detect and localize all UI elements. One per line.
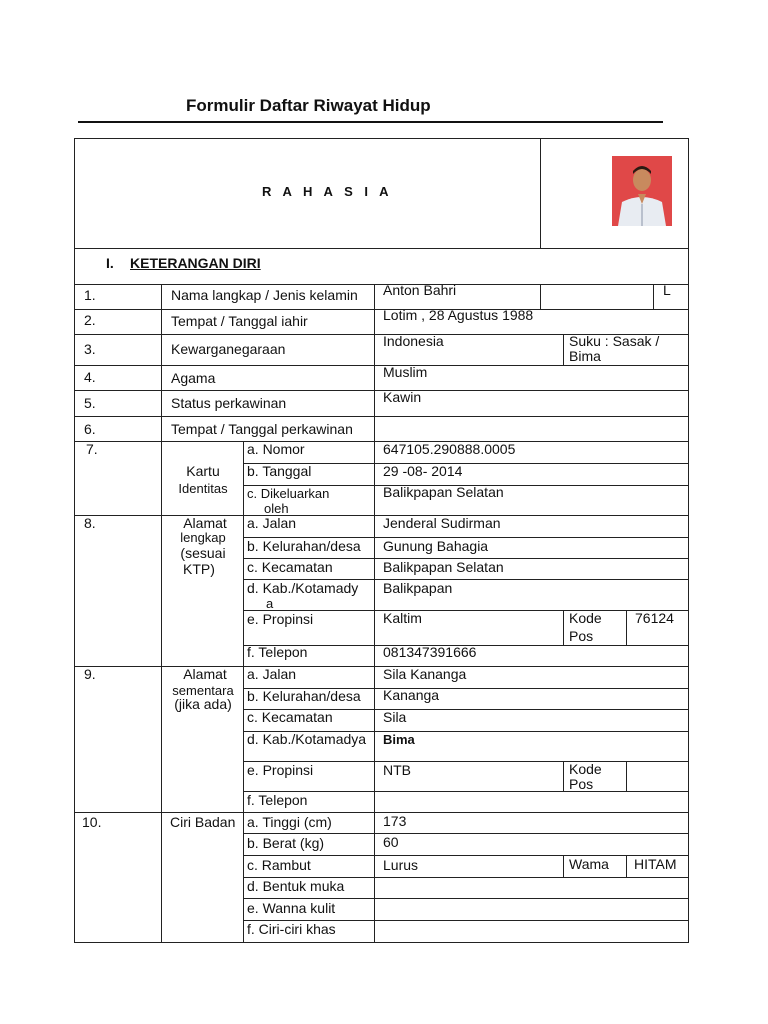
marital-value: Kawin — [383, 389, 422, 405]
hair-color-value: HITAM — [634, 856, 677, 872]
phone-value: 081347391666 — [383, 644, 477, 660]
postal-code-label-2: Pos — [569, 776, 594, 792]
row-number: 2. — [84, 312, 96, 328]
field-label: Kewarganegaraan — [171, 341, 286, 357]
field-label: Tempat / Tanggal iahir — [171, 313, 308, 329]
field-label: a. Jalan — [247, 515, 297, 531]
temp-village-value: Kananga — [383, 687, 440, 703]
temp-district-value: Sila — [383, 709, 407, 725]
gender-value: L — [663, 282, 671, 298]
religion-value: Muslim — [383, 364, 428, 380]
field-label: e. Propinsi — [247, 611, 314, 627]
document-title: Formulir Daftar Riwayat Hidup — [186, 96, 431, 115]
group-label: Alamat — [183, 666, 227, 682]
id-number-value: 647105.290888.0005 — [383, 441, 516, 457]
row-number: 4. — [84, 369, 96, 385]
group-label: (sesuai — [180, 545, 226, 561]
row-number: 3. — [84, 341, 96, 357]
street-value: Jenderal Sudirman — [383, 515, 501, 531]
field-label: c. Kecamatan — [247, 709, 333, 725]
temp-province-value: NTB — [383, 762, 411, 778]
birth-value: Lotim , 28 Agustus 1988 — [383, 307, 534, 323]
row-number: 5. — [84, 395, 96, 411]
field-label: e. Wanna kulit — [247, 900, 336, 916]
ethnicity-value-2: Bima — [569, 348, 601, 364]
group-label: lengkap — [180, 530, 226, 545]
hair-value: Lurus — [383, 857, 419, 873]
weight-value: 60 — [383, 834, 399, 850]
temp-street-value: Sila Kananga — [383, 666, 467, 682]
field-label: a. Jalan — [247, 666, 297, 682]
row-number: 10. — [82, 814, 102, 830]
field-label: b. Tanggal — [247, 463, 312, 479]
row-number: 7. — [86, 441, 98, 457]
section-title: KETERANGAN DIRI — [130, 255, 261, 271]
group-label: Identitas — [178, 481, 228, 496]
postal-code-label-2: Pos — [569, 628, 594, 644]
field-label: b. Kelurahan/desa — [247, 688, 361, 704]
id-date-value: 29 -08- 2014 — [383, 463, 463, 479]
section-number: I. — [106, 255, 114, 271]
row-number: 1. — [84, 287, 96, 303]
field-label: c. Dikeluarkan — [247, 486, 330, 501]
group-label: KTP) — [183, 561, 215, 577]
field-label: b. Berat (kg) — [247, 835, 325, 851]
postal-code-value: 76124 — [635, 610, 674, 626]
province-value: Kaltim — [383, 610, 422, 626]
field-label: d. Bentuk muka — [247, 878, 345, 894]
group-label: sementara — [172, 683, 234, 698]
confidential-label: R A H A S I A — [262, 184, 393, 199]
color-label: Wama — [569, 856, 609, 872]
name-value: Anton Bahri — [383, 282, 457, 298]
field-label: f. Telepon — [247, 644, 308, 660]
field-label: a — [266, 596, 274, 611]
title-underline — [78, 121, 663, 123]
regency-value: Balikpapan — [383, 580, 453, 596]
field-label: Tempat / Tanggal perkawinan — [171, 421, 353, 437]
group-label: Kartu — [186, 463, 220, 479]
district-value: Balikpapan Selatan — [383, 559, 504, 575]
field-label: a. Nomor — [247, 441, 305, 457]
group-label: Alamat — [183, 515, 227, 531]
row-number: 6. — [84, 421, 96, 437]
field-label: d. Kab./Kotamadya — [247, 731, 367, 747]
field-label: a. Tinggi (cm) — [247, 814, 332, 830]
height-value: 173 — [383, 813, 407, 829]
field-label: c. Rambut — [247, 857, 311, 873]
field-label: f. Telepon — [247, 792, 308, 808]
row-number: 8. — [84, 515, 96, 531]
field-label: f. Ciri-ciri khas — [247, 921, 336, 937]
field-label: Nama langkap / Jenis kelamin — [171, 287, 358, 303]
field-label: Agama — [171, 370, 216, 386]
profile-photo — [612, 156, 672, 226]
field-label: Status perkawinan — [171, 395, 287, 411]
field-label: b. Kelurahan/desa — [247, 538, 361, 554]
id-issuer-value: Balikpapan Selatan — [383, 484, 504, 500]
temp-regency-value: Bima — [383, 732, 415, 747]
village-value: Gunung Bahagia — [383, 538, 489, 554]
postal-code-label: Kode — [569, 761, 602, 777]
field-label: oleh — [264, 501, 289, 516]
citizenship-value: Indonesia — [383, 333, 444, 349]
postal-code-label: Kode — [569, 610, 602, 626]
field-label: c. Kecamatan — [247, 559, 333, 575]
row-number: 9. — [84, 666, 96, 682]
ethnicity-value: Suku : Sasak / — [569, 333, 660, 349]
field-label: d. Kab./Kotamady — [247, 580, 359, 596]
group-label: Ciri Badan — [170, 814, 236, 830]
field-label: e. Propinsi — [247, 762, 314, 778]
group-label: (jika ada) — [174, 696, 232, 712]
